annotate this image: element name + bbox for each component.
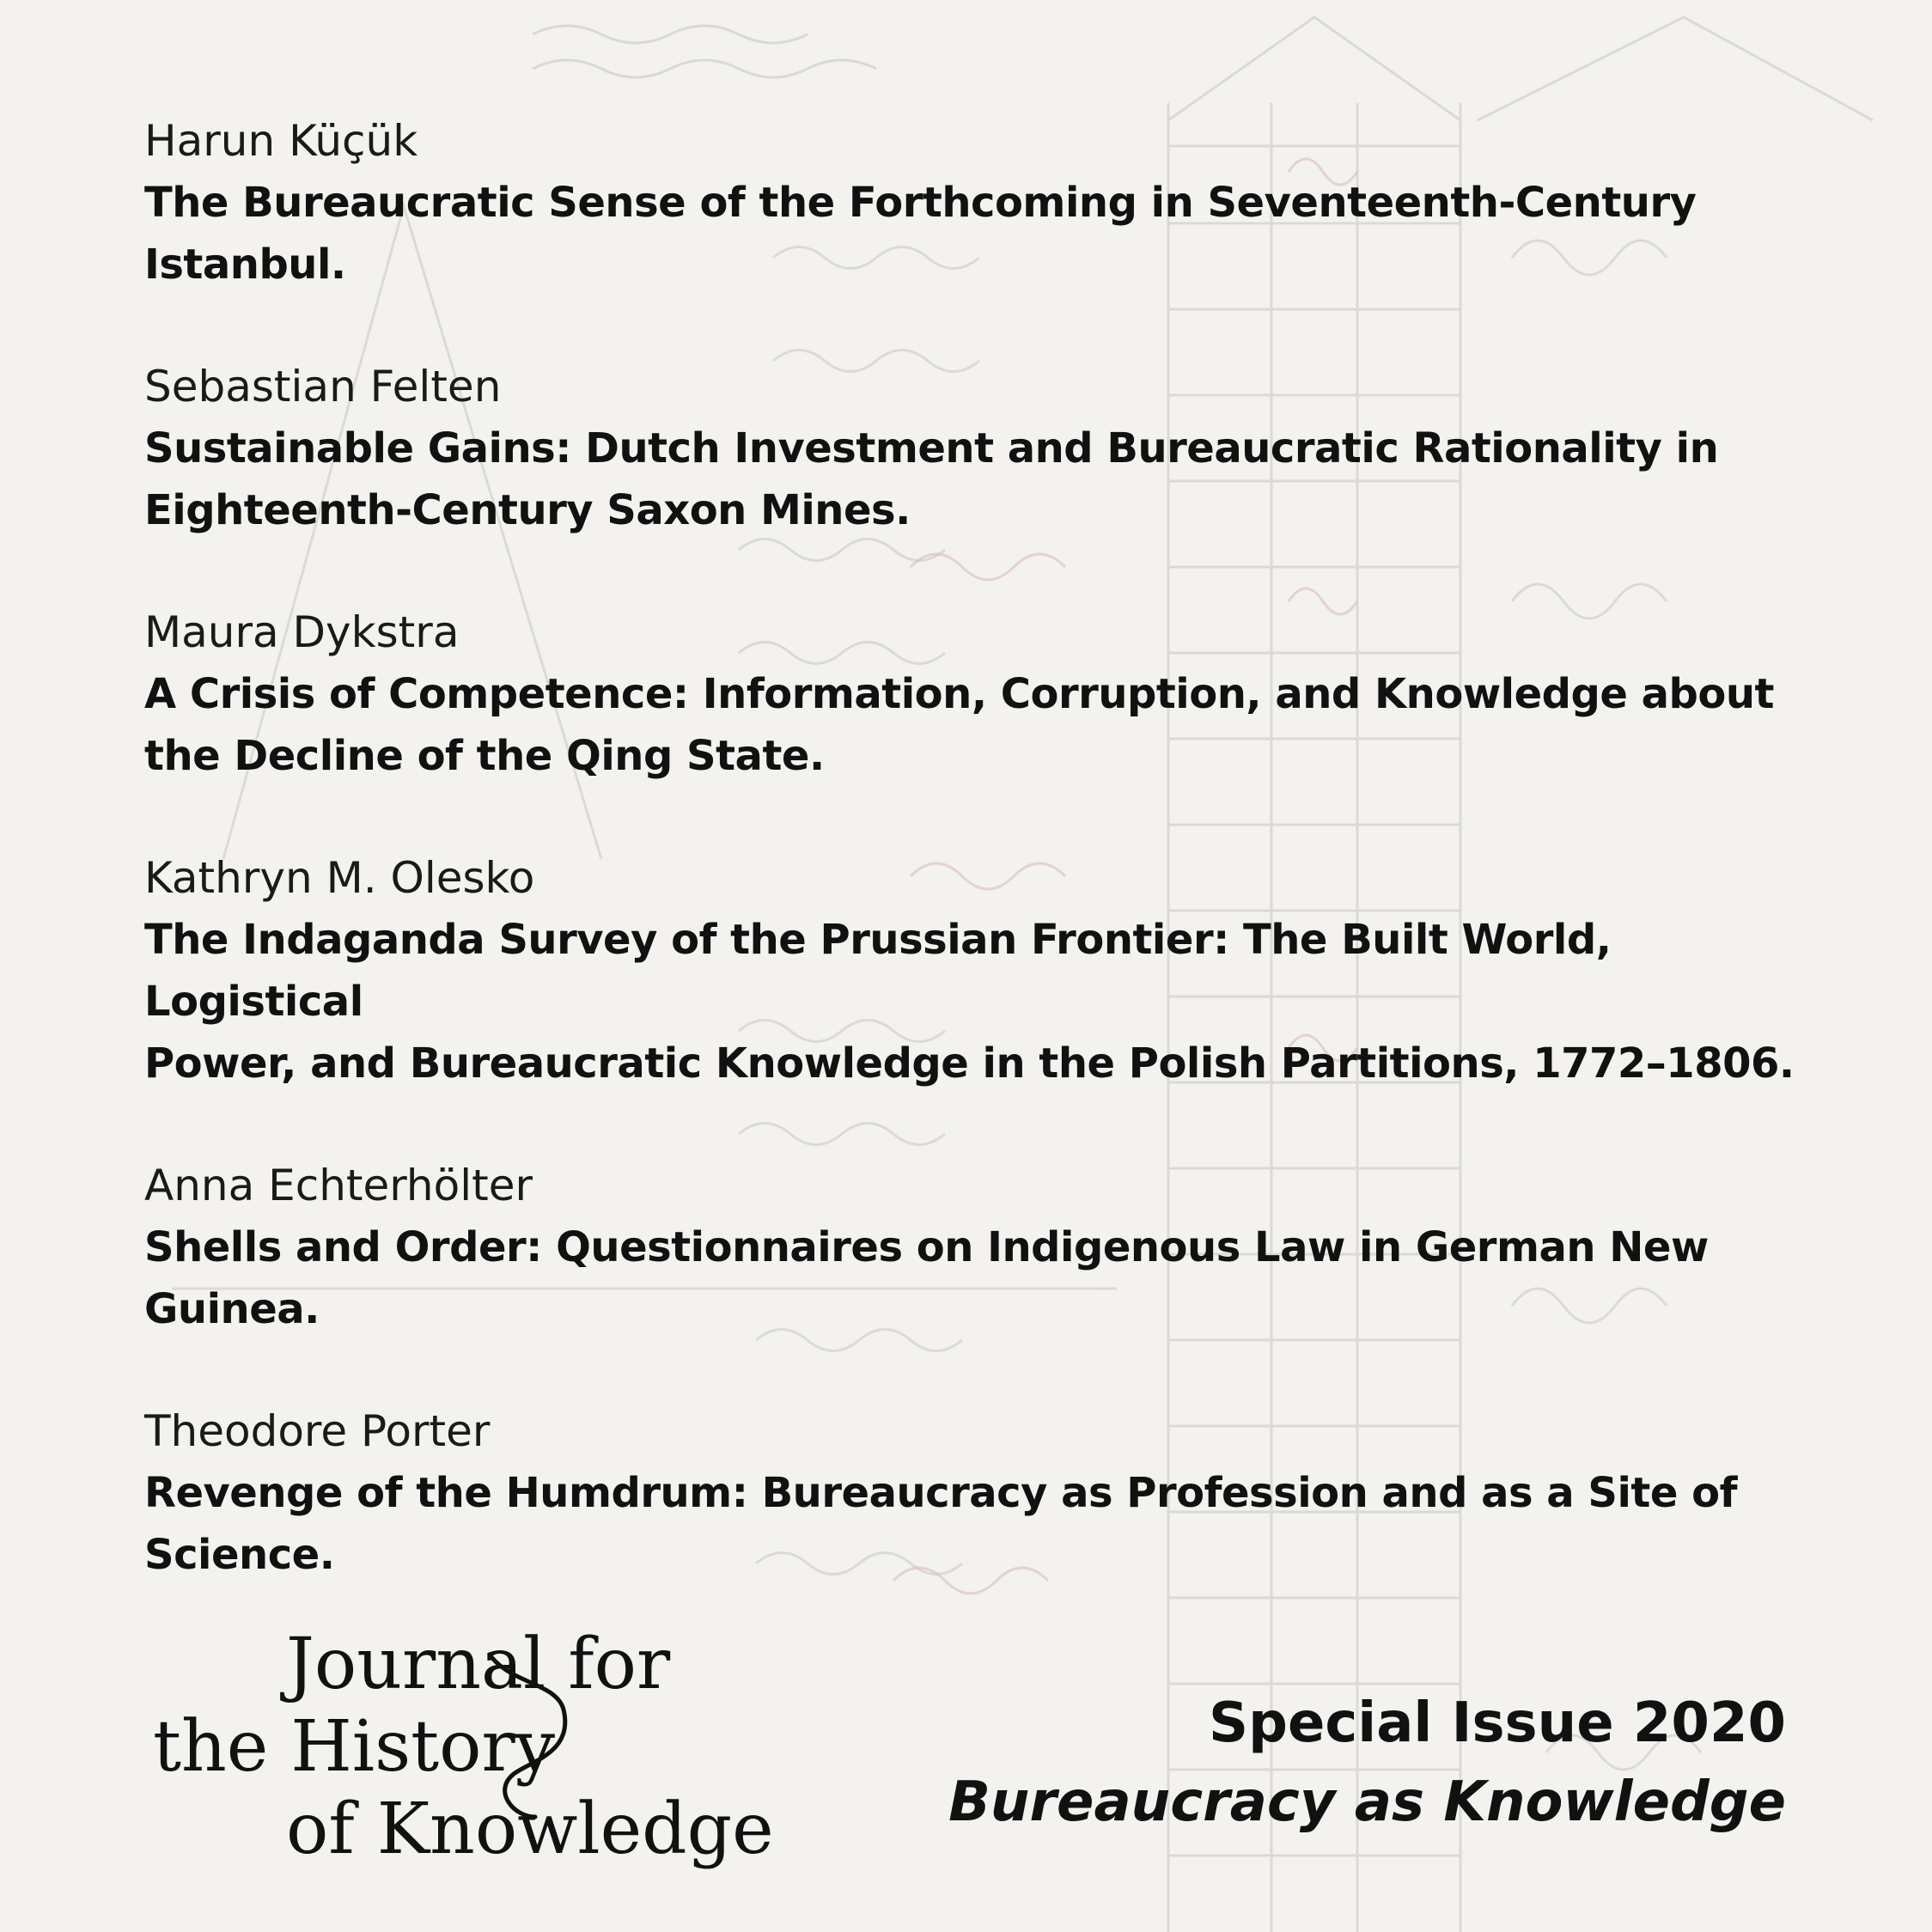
article-title-line: A Crisis of Competence: Information, Corruption, and Knowledge about bbox=[144, 670, 1774, 718]
issue-label: Special Issue 2020 bbox=[1209, 1691, 1786, 1755]
article-item bbox=[144, 601, 1802, 787]
journal-logo bbox=[153, 1624, 774, 1881]
article-author: Theodore Porter bbox=[144, 1406, 491, 1456]
issue-theme: Bureaucracy as Knowledge bbox=[948, 1770, 1786, 1834]
journal-logo-line: of Knowledge bbox=[286, 1789, 774, 1870]
article-title-line: the Decline of the Qing State. bbox=[144, 732, 825, 780]
issue-info bbox=[948, 1684, 1786, 1842]
article-item bbox=[144, 847, 1802, 1094]
article-author: Harun Küçük bbox=[144, 116, 418, 166]
article-item bbox=[144, 110, 1802, 296]
article-author: Kathryn M. Olesko bbox=[144, 853, 535, 903]
article-title-line: Shells and Order: Questionnaires on Indigenous Law in German New bbox=[144, 1223, 1709, 1271]
journal-logo-line: Journal for bbox=[286, 1624, 671, 1705]
article-author: Maura Dykstra bbox=[144, 607, 460, 657]
article-title-line: Sustainable Gains: Dutch Investment and Bureaucratic Rationality in bbox=[144, 424, 1719, 472]
article-item bbox=[144, 1155, 1802, 1340]
article-item bbox=[144, 356, 1802, 541]
article-title-line: Science. bbox=[144, 1531, 335, 1579]
journal-logo-line: the History bbox=[153, 1706, 556, 1788]
article-item bbox=[144, 1400, 1802, 1586]
article-title-line: The Bureaucratic Sense of the Forthcoming in Seventeenth-Century bbox=[144, 179, 1697, 227]
article-title-line: Guinea. bbox=[144, 1285, 320, 1333]
article-title-line: Power, and Bureaucratic Knowledge in the Polish Partitions, 1772–1806. bbox=[144, 1039, 1795, 1088]
article-title-line: The Indaganda Survey of the Prussian Frontier: The Built World, Logistical bbox=[144, 916, 1612, 1026]
article-author: Sebastian Felten bbox=[144, 362, 502, 411]
article-author: Anna Echterhölter bbox=[144, 1161, 533, 1210]
article-title-line: Revenge of the Humdrum: Bureaucracy as Profession and as a Site of bbox=[144, 1469, 1737, 1517]
article-title-line: Istanbul. bbox=[144, 241, 346, 289]
article-title-line: Eighteenth-Century Saxon Mines. bbox=[144, 486, 911, 534]
article-list bbox=[144, 110, 1802, 1646]
